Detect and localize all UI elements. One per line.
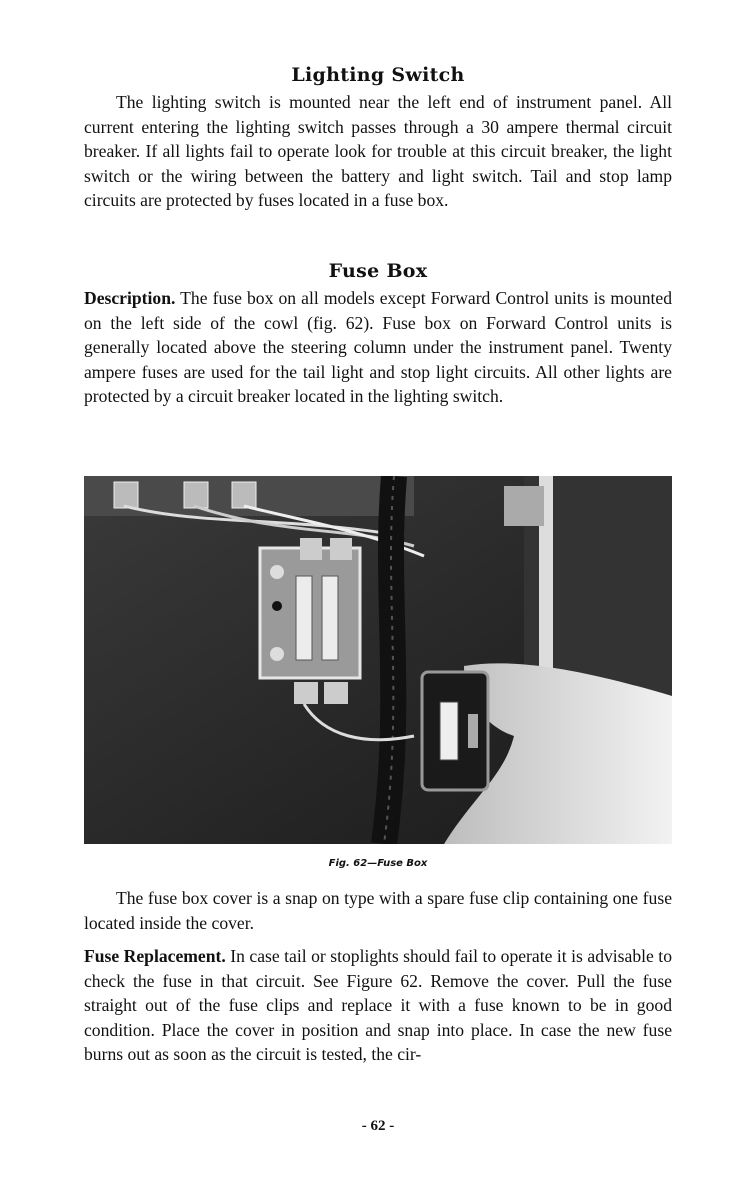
figure-caption: Fig. 62—Fuse Box	[328, 858, 428, 869]
lighting-switch-paragraph: The lighting switch is mounted near the left end of instrument panel. All current entering the lighting switch passes through a 30 ampere thermal circuit breaker. If all lights fail to operate look for trouble at this circuit breaker, the light switch or the wiring between the battery and light switch. Tail and stop lamp circuits are protected by fuses located in a fuse box.	[84, 92, 672, 211]
cover-paragraph: The fuse box cover is a snap on type with a spare fuse clip containing one fuse located inside the cover.	[84, 888, 672, 933]
fuse-replacement-text: In case tail or stoplights should fail to operate it is advisable to check the fuse in that circuit. See Figure 62. Remove the cover. Pull the fuse straight out of the fuse clips and replace it with a fuse known to be in good condition. Place the cover in position and snap into place. In case the new fuse burns out as soon as the circuit is tested, the cir-	[84, 946, 672, 1065]
fuse-replacement-block	[84, 944, 672, 1067]
lighting-switch-heading: Lighting Switch	[291, 64, 465, 86]
fuse-replacement-paragraph	[84, 944, 672, 1067]
lighting-switch-section	[84, 64, 672, 213]
description-text: The fuse box on all models except Forward Control units is mounted on the left side of the cowl (fig. 62). Fuse box on Forward Control units is generally located above the steering column under the instrument panel. Twenty ampere fuses are used for the tail light and stop light circuits. All other lights are protected by a circuit breaker located in the lighting switch.	[84, 288, 672, 407]
fuse-box-photo-illustration	[84, 476, 672, 844]
fuse-box-photo	[84, 476, 672, 844]
page-number: - 62 -	[361, 1118, 395, 1134]
fuse-box-description	[84, 286, 672, 409]
cover-paragraph-block	[84, 886, 672, 935]
fuse-box-heading: Fuse Box	[328, 260, 428, 282]
description-label: Description.	[84, 288, 176, 308]
fuse-replacement-label: Fuse Replacement.	[84, 946, 226, 966]
fuse-box-section	[84, 260, 672, 409]
